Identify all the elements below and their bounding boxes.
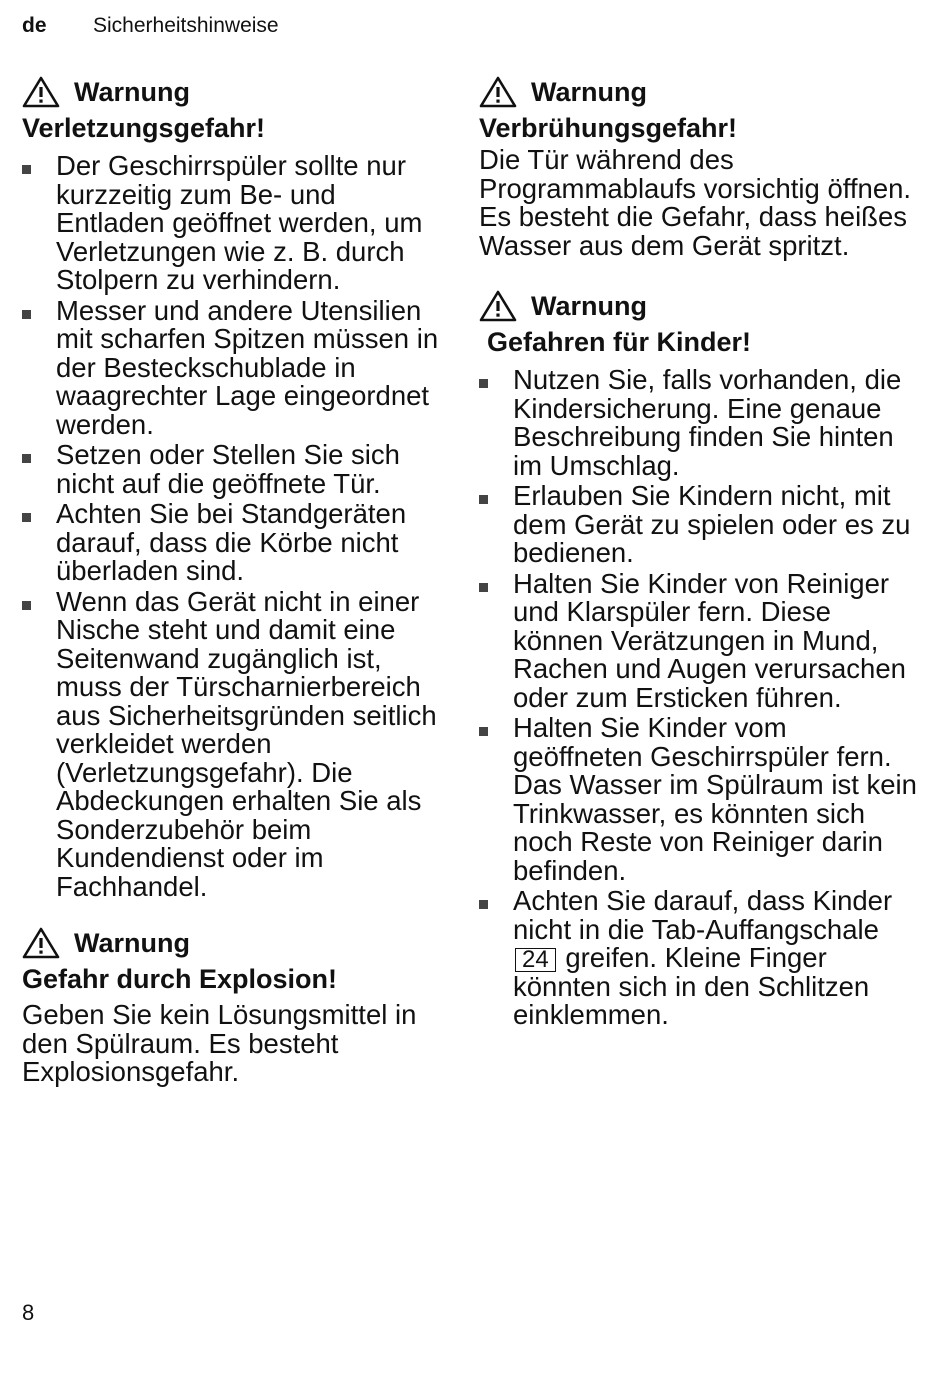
figure-reference: 24	[515, 948, 556, 972]
left-column	[22, 72, 442, 1115]
children-warning-block	[479, 286, 919, 1030]
page-number: 8	[22, 1300, 35, 1325]
injury-list	[22, 152, 442, 901]
hazard-title: Verbrühungsgefahr!	[479, 113, 738, 143]
injury-warning-block	[22, 72, 442, 901]
hazard-title: Gefahr durch Explosion!	[22, 964, 338, 994]
list-item: Erlauben Sie Kindern nicht, mit dem Gerät zu spielen oder es zu bedienen.	[479, 482, 919, 568]
warning-triangle-icon	[479, 289, 517, 323]
list-item: Messer und andere Utensilien mit scharfen Spitzen müssen in der Besteckschublade in waagrechter Lage eingeordnet werden.	[22, 297, 442, 440]
warning-label: Warnung	[74, 927, 190, 958]
warning-text: Die Tür während des Programmablaufs vorsichtig öffnen. Es besteht die Gefahr, dass heißes Wasser aus dem Gerät spritzt.	[479, 144, 912, 261]
list-item: Nutzen Sie, falls vorhanden, die Kindersicherung. Eine genaue Beschreibung finden Sie hinten im Umschlag.	[479, 366, 919, 480]
scald-warning-block	[479, 72, 919, 260]
warning-heading	[479, 72, 919, 112]
right-column	[479, 72, 919, 1058]
bullet-icon	[479, 727, 488, 736]
list-item: Halten Sie Kinder von Reiniger und Klarspüler fern. Diese können Verätzungen in Mund, Rachen und Augen verursachen oder zum Ersticken führen.	[479, 570, 919, 713]
bullet-icon	[479, 900, 488, 909]
bullet-icon	[22, 310, 31, 319]
list-item: Setzen oder Stellen Sie sich nicht auf die geöffnete Tür.	[22, 441, 442, 498]
warning-label: Warnung	[531, 290, 647, 321]
hazard-title: Verletzungsgefahr!	[22, 113, 266, 143]
warning-heading	[479, 286, 919, 326]
list-item: Halten Sie Kinder vom geöffneten Geschirrspüler fern. Das Wasser im Spülraum ist kein Trinkwasser, es könnten sich noch Reste von Reiniger darin befinden.	[479, 714, 919, 885]
bullet-icon	[479, 583, 488, 592]
warning-label: Warnung	[531, 76, 647, 107]
warning-text: Geben Sie kein Lösungsmittel in den Spülraum. Es besteht Explosionsgefahr.	[22, 999, 417, 1087]
children-list	[479, 366, 919, 1030]
warning-triangle-icon	[22, 926, 60, 960]
warning-triangle-icon	[22, 75, 60, 109]
bullet-icon	[22, 454, 31, 463]
list-item: Wenn das Gerät nicht in einer Nische steht und damit eine Seitenwand zugänglich ist, muss der Türscharnierbereich aus Sicherheitsgründen seitlich verkleidet werden (Verletzungsgefahr). Die Abdeckungen erhalten Sie als Sonderzubehör beim Kundendienst oder im Fachhandel.	[22, 588, 442, 902]
list-item: Achten Sie bei Standgeräten darauf, dass die Körbe nicht überladen sind.	[22, 500, 442, 586]
bullet-icon	[22, 513, 31, 522]
warning-label: Warnung	[74, 76, 190, 107]
warning-triangle-icon	[479, 75, 517, 109]
section-title: Sicherheitshinweise	[93, 14, 279, 37]
language-code: de	[22, 14, 47, 37]
bullet-icon	[479, 379, 488, 388]
bullet-icon	[22, 601, 31, 610]
hazard-title: Gefahren für Kinder!	[487, 327, 752, 357]
bullet-icon	[22, 165, 31, 174]
warning-heading	[22, 923, 442, 963]
explosion-warning-block	[22, 923, 442, 1087]
warning-heading	[22, 72, 442, 112]
list-item: Der Geschirrspüler sollte nur kurzzeitig zum Be- und Entladen geöffnet werden, um Verletzungen wie z. B. durch Stolpern zu verhindern.	[22, 152, 442, 295]
bullet-icon	[479, 495, 488, 504]
list-item: Achten Sie darauf, dass Kinder nicht in die Tab-Auffangschale 24 greifen. Kleine Finger könnten sich in den Schlitzen einklemmen.	[479, 887, 919, 1030]
